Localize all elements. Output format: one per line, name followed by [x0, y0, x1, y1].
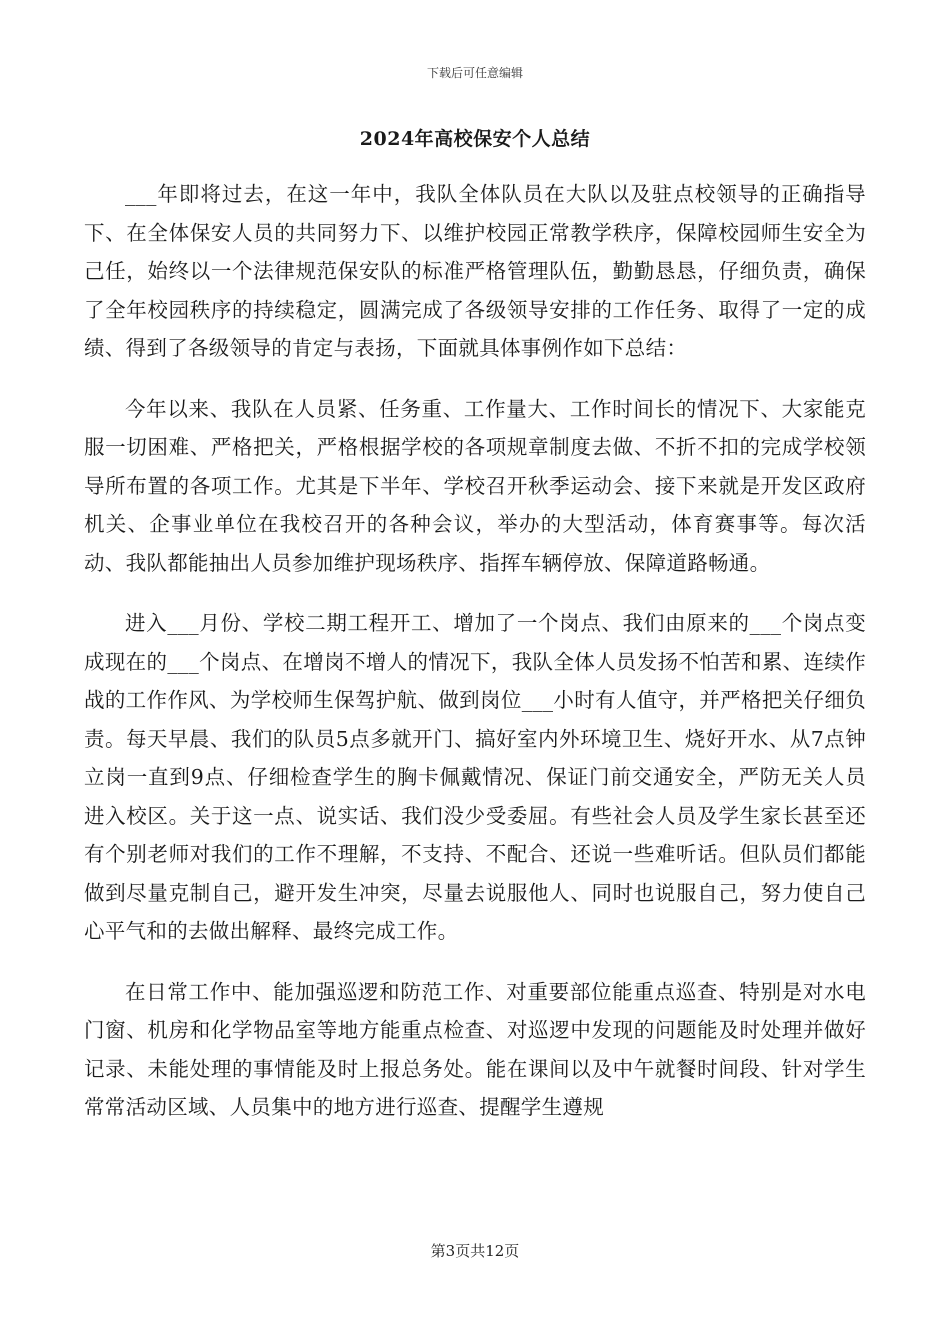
paragraph-2: 今年以来、我队在人员紧、任务重、工作量大、工作时间长的情况下、大家能克服一切困难、严格把关，严格根据学校的各项规章制度去做、不折不扣的完成学校领导所布置的各项工作。尤其是下半年、学校召开秋季运动会、接下来就是开发区政府机关、企事业单位在我校召开的各种会议，举办的大型活动，体育赛事等。每次活动、我队都能抽出人员参加维护现场秩序、指挥车辆停放、保障道路畅通。 — [84, 396, 866, 575]
paragraph-3: 进入___月份、学校二期工程开工、增加了一个岗点、我们由原来的___个岗点变成现在的___个岗点、在增岗不增人的情况下，我队全体人员发扬不怕苦和累、连续作战的工作作风、为学校师生保驾护航、做到岗位___小时有人值守，并严格把关仔细负责。每天早晨、我们的队员5点多就开门、搞好室内外环境卫生、烧好开水、从7点钟立岗一直到9点、仔细检查学生的胸卡佩戴情况、保证门前交通安全，严防无关人员进入校区。关于这一点、说实话、我们没少受委屈。有些社会人员及学生家长甚至还有个别老师对我们的工作不理解，不支持、不配合、还说一些难听话。但队员们都能做到尽量克制自己，避开发生冲突，尽量去说服他人、同时也说服自己，努力使自己心平气和的去做出解释、最终完成工作。 — [84, 611, 866, 943]
document-body — [84, 175, 866, 1149]
page-number: 第3页共12页 — [430, 1242, 520, 1260]
document-title: 2024年高校保安个人总结 — [359, 128, 591, 150]
header-note: 下载后可任意编辑 — [426, 66, 523, 80]
paragraph-4: 在日常工作中、能加强巡逻和防范工作、对重要部位能重点巡查、特别是对水电门窗、机房和化学物品室等地方能重点检查、对巡逻中发现的问题能及时处理并做好记录、未能处理的事情能及时上报总务处。能在课间以及中午就餐时间段、针对学生常常活动区域、人员集中的地方进行巡查、提醒学生遵规 — [84, 979, 866, 1119]
paragraph-1: ___年即将过去，在这一年中，我队全体队员在大队以及驻点校领导的正确指导下、在全体保安人员的共同努力下、以维护校园正常教学秩序，保障校园师生安全为己任，始终以一个法律规范保安队的标准严格管理队伍，勤勤恳恳，仔细负责，确保了全年校园秩序的持续稳定，圆满完成了各级领导安排的工作任务、取得了一定的成绩、得到了各级领导的肯定与表扬，下面就具体事例作如下总结： — [84, 182, 866, 360]
